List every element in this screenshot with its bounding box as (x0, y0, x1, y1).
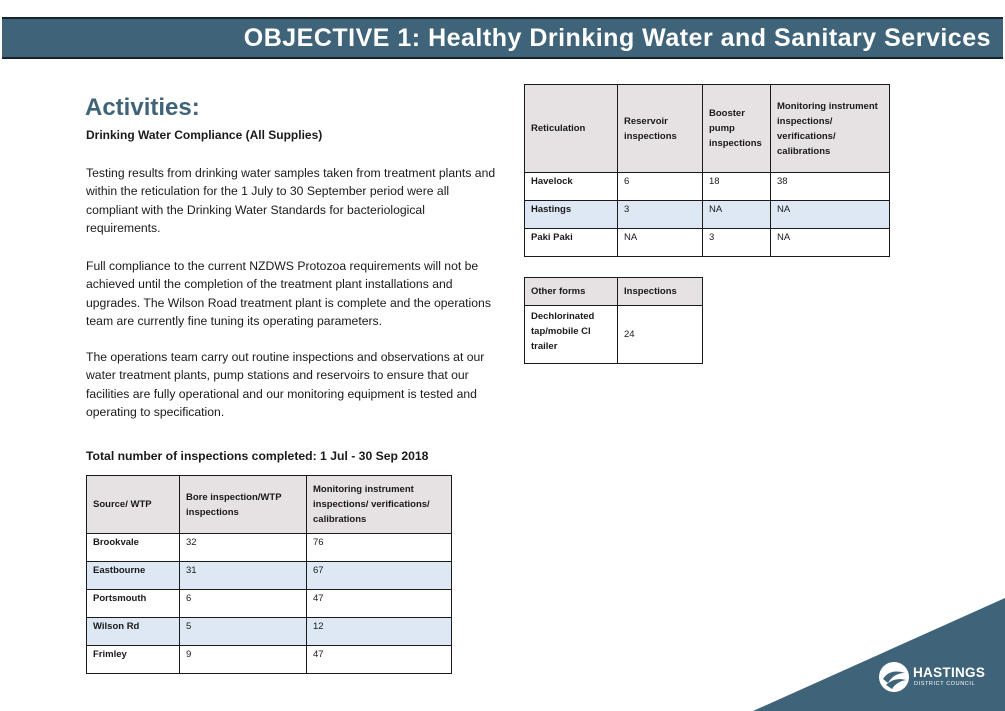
cell-monitoring: 12 (307, 618, 452, 646)
cell-reticulation: Hastings (525, 201, 618, 229)
cell-monitoring: 38 (771, 173, 890, 201)
table-row (525, 306, 703, 364)
cell-reticulation: Havelock (525, 173, 618, 201)
cell-bore: 6 (180, 590, 307, 618)
cell-monitoring: NA (771, 229, 890, 257)
logo-emblem-icon (878, 661, 910, 693)
table-row (87, 562, 452, 590)
table-row (87, 590, 452, 618)
source-wtp-table (86, 475, 452, 674)
header-inspections: Inspections (618, 278, 703, 306)
total-inspections-heading: Total number of inspections completed: 1 Jul - 30 Sep 2018 (86, 449, 429, 463)
table-row (525, 229, 890, 257)
other-forms-table (524, 277, 703, 364)
cell-booster: 3 (703, 229, 771, 257)
table-header-row (525, 278, 703, 306)
page-title: OBJECTIVE 1: Healthy Drinking Water and Sanitary Services (243, 24, 991, 52)
paragraph-testing-results: Testing results from drinking water samples taken from treatment plants and within the reticulation for the 1 July to 30 September period were all compliant with the Drinking Water Standards for bacteriological requirements. (86, 166, 496, 236)
table-row (87, 618, 452, 646)
paragraph-protozoa-compliance: Full compliance to the current NZDWS Protozoa requirements will not be achieved until the completion of the treatment plant installations and upgrades. The Wilson Road treatment plant is complete and the operations team are currently fine tuning its operating parameters. (86, 259, 491, 329)
table-header-row (87, 476, 452, 534)
cell-bore: 32 (180, 534, 307, 562)
hastings-logo (878, 661, 998, 695)
header-reservoir-inspections: Reservoir inspections (618, 85, 703, 173)
logo-subtitle: DISTRICT COUNCIL (914, 681, 976, 687)
cell-booster: 18 (703, 173, 771, 201)
cell-monitoring: 76 (307, 534, 452, 562)
cell-source: Eastbourne (87, 562, 180, 590)
cell-bore: 5 (180, 618, 307, 646)
table-row (525, 173, 890, 201)
cell-source: Portsmouth (87, 590, 180, 618)
cell-monitoring: NA (771, 201, 890, 229)
activities-heading: Activities: (85, 94, 200, 121)
cell-monitoring: 47 (307, 646, 452, 674)
table-row (525, 201, 890, 229)
cell-monitoring: 67 (307, 562, 452, 590)
header-reticulation: Reticulation (525, 85, 618, 173)
title-banner (2, 17, 1003, 59)
cell-reservoir: 6 (618, 173, 703, 201)
header-bore-inspection: Bore inspection/WTP inspections (180, 476, 307, 534)
table-header-row (525, 85, 890, 173)
cell-bore: 9 (180, 646, 307, 674)
cell-source: Frimley (87, 646, 180, 674)
header-other-forms: Other forms (525, 278, 618, 306)
header-monitoring-instrument: Monitoring instrument inspections/ verifications/ calibrations (307, 476, 452, 534)
cell-other-form: Dechlorinated tap/mobile Cl trailer (525, 306, 618, 364)
header-source-wtp: Source/ WTP (87, 476, 180, 534)
cell-source: Wilson Rd (87, 618, 180, 646)
table-row (87, 646, 452, 674)
table-row (87, 534, 452, 562)
cell-source: Brookvale (87, 534, 180, 562)
compliance-subheading: Drinking Water Compliance (All Supplies) (86, 128, 323, 142)
logo-name: HASTINGS (913, 665, 986, 680)
header-monitoring-instrument: Monitoring instrument inspections/ verifications/ calibrations (771, 85, 890, 173)
header-booster-pump: Booster pump inspections (703, 85, 771, 173)
paragraph-operations-team: The operations team carry out routine inspections and observations at our water treatment plants, pump stations and reservoirs to ensure that our facilities are fully operational and our monitoring equipment is tested and operating to specification. (86, 350, 485, 420)
cell-monitoring: 47 (307, 590, 452, 618)
cell-bore: 31 (180, 562, 307, 590)
cell-reservoir: 3 (618, 201, 703, 229)
cell-reticulation: Paki Paki (525, 229, 618, 257)
cell-booster: NA (703, 201, 771, 229)
reticulation-table (524, 84, 890, 257)
cell-inspections: 24 (618, 306, 703, 364)
cell-reservoir: NA (618, 229, 703, 257)
